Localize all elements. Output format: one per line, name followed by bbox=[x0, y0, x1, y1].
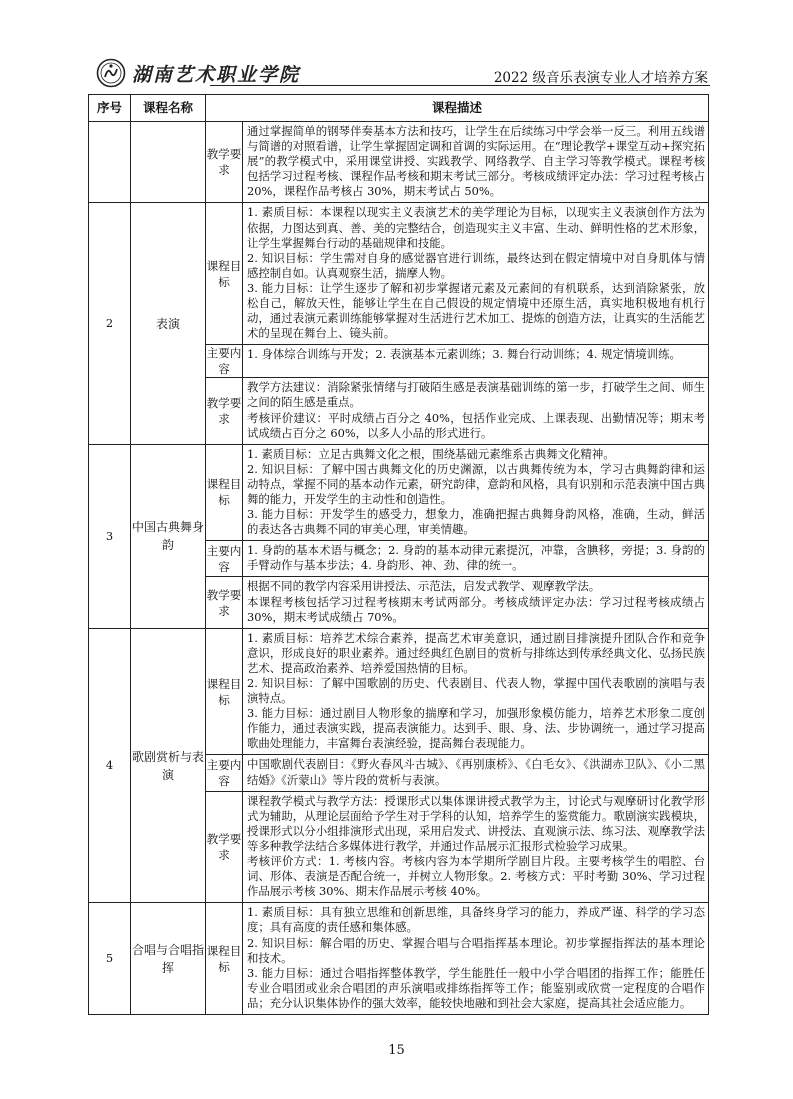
desc-line: 2. 知识目标：学生需对自身的感觉器官进行训练，最终达到在假定情境中对自身肌体与情感控制自如。认真观察生活，揣摩人物。 bbox=[247, 250, 706, 280]
desc-line: 中国歌剧代表剧目：《野火春风斗古城》、《再别康桥》、《白毛女》、《洪湖赤卫队》、《小二黑结婚》《沂蒙山》等片段的赏析与表演。 bbox=[247, 757, 706, 787]
desc-line: 通过掌握简单的钢琴伴奏基本方法和技巧，让学生在后续练习中学会举一反三。利用五线谱与简谱的对照看谱，让学生掌握固定调和首调的实际运用。在“理论教学+课堂互动+探究拓展”的教学模式中，采用课堂讲授、实践教学、网络教学、自主学习等教学模式。课程考核包括学习过程考核、课程作品考核和期末考试三部分。考核成绩评定办法：学习过程考核占 20%，课程作品考核占 30%，期末考试占 50%。 bbox=[247, 124, 706, 199]
course-number: 3 bbox=[89, 444, 131, 628]
desc-line: 1. 素质目标：本课程以现实主义表演艺术的美学理论为目标，以现实主义表演创作方法为依据，力图达到真、善、美的完整结合，创造现实主义丰富、生动、鲜明性格的艺术形象，让学生掌握舞台行动的基础规律和技能。 bbox=[247, 205, 706, 250]
section-label: 主要内容 bbox=[206, 541, 243, 577]
desc-line: 3. 能力目标：通过剧目人物形象的揣摩和学习，加强形象模仿能力，培养艺术形象二度创作能力，通过表演实践，提高表演能力。达到手、眼、身、法、步协调统一，通过学习提高歌曲处理能力，丰富舞台表演经验，提高舞台表现能力。 bbox=[247, 706, 706, 751]
desc-line: 3. 能力目标：通过合唱指挥整体教学，学生能胜任一般中小学合唱团的指挥工作；能胜任专业合唱团或业余合唱团的声乐演唱或排练指挥等工作；能鉴别或欣赏一定程度的合唱作品；充分认识集体协作的强大效率，能较快地融和到社会大家庭，提高其社会适应能力。 bbox=[247, 965, 706, 1010]
no-cell bbox=[89, 122, 131, 203]
header-course-desc: 课程描述 bbox=[206, 95, 709, 122]
section-label: 教学要求 bbox=[206, 122, 243, 203]
desc-line: 教学方法建议：消除紧张情绪与打破陌生感是表演基础训练的第一步，打破学生之间、师生之间的陌生感是重点。 bbox=[247, 380, 706, 410]
document-title: 2022 级音乐表演专业人才培养方案 bbox=[493, 70, 708, 86]
table-row bbox=[89, 444, 709, 541]
desc-line: 2. 知识目标：解合唱的历史、掌握合唱与合唱指挥基本理论。初步掌握指挥法的基本理论和技术。 bbox=[247, 935, 706, 965]
desc-line: 考核评价建议：平时成绩占百分之 40%，包括作业完成、上课表现、出勤情况等；期末考试成绩占百分之 60%，以多人小品的形式进行。 bbox=[247, 410, 706, 440]
page-header bbox=[96, 58, 708, 88]
desc-line: 2. 知识目标：了解中国古典舞文化的历史渊源，以古典舞传统为本，学习古典舞韵律和运动特点，掌握不同的基本动作元素，研究韵律，意韵和风格，具有识别和示范表演中国古典舞的能力，开发学生的主动性和创造性。 bbox=[247, 461, 706, 506]
header-divider bbox=[210, 85, 710, 86]
header-no: 序号 bbox=[89, 95, 131, 122]
section-content bbox=[243, 628, 709, 755]
desc-line: 1. 身韵的基本术语与概念；2. 身韵的基本动律元素提沉，冲靠，含腆移，旁提；3. 身韵的手臂动作与基本步法；4. 身韵形、神、劲、律的统一。 bbox=[247, 543, 706, 573]
school-name: 湖南艺术职业学院 bbox=[132, 64, 301, 86]
desc-line: 3. 能力目标：让学生逐步了解和初步掌握诸元素及元素间的有机联系，达到消除紧张，放松自己，解放天性，能够让学生在自己假设的规定情境中还原生活，真实地积极地有机行动，通过表演元素训练能够掌握对生活进行艺术加工、提炼的创造方法，让真实的生活能艺术的呈现在舞台上、镜头前。 bbox=[247, 280, 706, 341]
section-content bbox=[243, 791, 709, 903]
desc-line: 2. 知识目标：了解中国歌剧的历史、代表剧目、代表人物，掌握中国代表歌剧的演唱与表演特点。 bbox=[247, 676, 706, 706]
desc-line: 1. 素质目标：立足古典舞文化之根，围绕基础元素维系古典舞文化精神。 bbox=[247, 446, 615, 461]
section-content bbox=[243, 444, 709, 541]
course-name: 表演 bbox=[131, 203, 206, 444]
section-content bbox=[243, 203, 709, 345]
section-content bbox=[243, 577, 709, 628]
course-number: 2 bbox=[89, 203, 131, 444]
table-row bbox=[89, 203, 709, 345]
course-table bbox=[88, 94, 709, 1015]
desc-line: 考核评价方式：1. 考核内容。考核内容为本学期所学剧目片段。主要考核学生的唱腔、台词、形体、表演是否配合统一，并树立人物形象。2. 考核方式：平时考勤 30%、学习过程作品展示考核 30%、期末作品展示考核 40%。 bbox=[247, 854, 706, 899]
course-number: 4 bbox=[89, 628, 131, 903]
desc-line: 本课程考核包括学习过程考核期末考试两部分。考核成绩评定办法：学习过程考核成绩占 30%，期末考试成绩占 70%。 bbox=[247, 594, 706, 624]
section-content bbox=[243, 378, 709, 444]
school-logo-icon bbox=[96, 58, 126, 88]
table-row bbox=[89, 628, 709, 755]
section-label: 教学要求 bbox=[206, 378, 243, 444]
table-header-row bbox=[89, 95, 709, 122]
section-label: 主要内容 bbox=[206, 755, 243, 791]
section-content bbox=[243, 541, 709, 577]
table-body bbox=[89, 122, 709, 1015]
name-cell bbox=[131, 122, 206, 203]
table-row bbox=[89, 122, 709, 203]
section-label: 主要内容 bbox=[206, 346, 242, 377]
desc-line: 3. 能力目标：开发学生的感受力，想象力，准确把握古典舞身韵风格，准确，生动，鲜活的表达各古典舞不同的审美心理，审美情趣。 bbox=[247, 507, 706, 537]
section-content bbox=[243, 755, 709, 791]
desc-line: 1. 素质目标：具有独立思维和创新思维，具备终身学习的能力，养成严谨、科学的学习态度；具有高度的责任感和集体感。 bbox=[247, 905, 706, 935]
desc-line: 课程教学模式与教学方法：授课形式以集体课讲授式教学为主，讨论式与观摩研讨化教学形式为辅助，从理论层面给予学生对于学科的认知，培养学生的鉴赏能力。歌剧演实践模块，授课形式以分小组排演形式出现，采用启发式、讲授法、直观演示法、练习法、观摩教学法等多种教学法结合多媒体进行教学，并通过作品展示汇报形式检验学习成果。 bbox=[247, 793, 706, 853]
section-content bbox=[243, 903, 709, 1015]
section-label: 教学要求 bbox=[206, 577, 243, 628]
desc-line: 1. 素质目标：培养艺术综合素养，提高艺术审美意识，通过剧目排演提升团队合作和竞争意识，形成良好的职业素养。通过经典红色剧目的赏析与排练达到传承经典文化、弘扬民族艺术、提高政治素养、培养爱国热情的目标。 bbox=[247, 630, 706, 675]
section-label: 教学要求 bbox=[206, 791, 243, 903]
page-number: 15 bbox=[388, 1043, 405, 1058]
course-name: 合唱与合唱指挥 bbox=[131, 903, 206, 1015]
section-label: 课程目标 bbox=[206, 444, 243, 541]
header-course-name: 课程名称 bbox=[131, 95, 206, 122]
course-number: 5 bbox=[89, 903, 131, 1015]
desc-line: 1. 身体综合训练与开发；2. 表演基本元素训练；3. 舞台行动训练；4. 规定情境训练。 bbox=[247, 347, 681, 362]
section-content bbox=[243, 122, 709, 203]
section-label: 课程目标 bbox=[206, 903, 243, 1015]
course-name: 中国古典舞身韵 bbox=[131, 444, 206, 628]
section-label: 课程目标 bbox=[206, 628, 243, 755]
table-row bbox=[89, 903, 709, 1015]
section-content bbox=[243, 345, 709, 378]
section-label: 课程目标 bbox=[206, 203, 243, 345]
course-name: 歌剧赏析与表演 bbox=[131, 628, 206, 903]
desc-line: 根据不同的教学内容采用讲授法、示范法，启发式教学、观摩教学法。 bbox=[247, 579, 601, 594]
